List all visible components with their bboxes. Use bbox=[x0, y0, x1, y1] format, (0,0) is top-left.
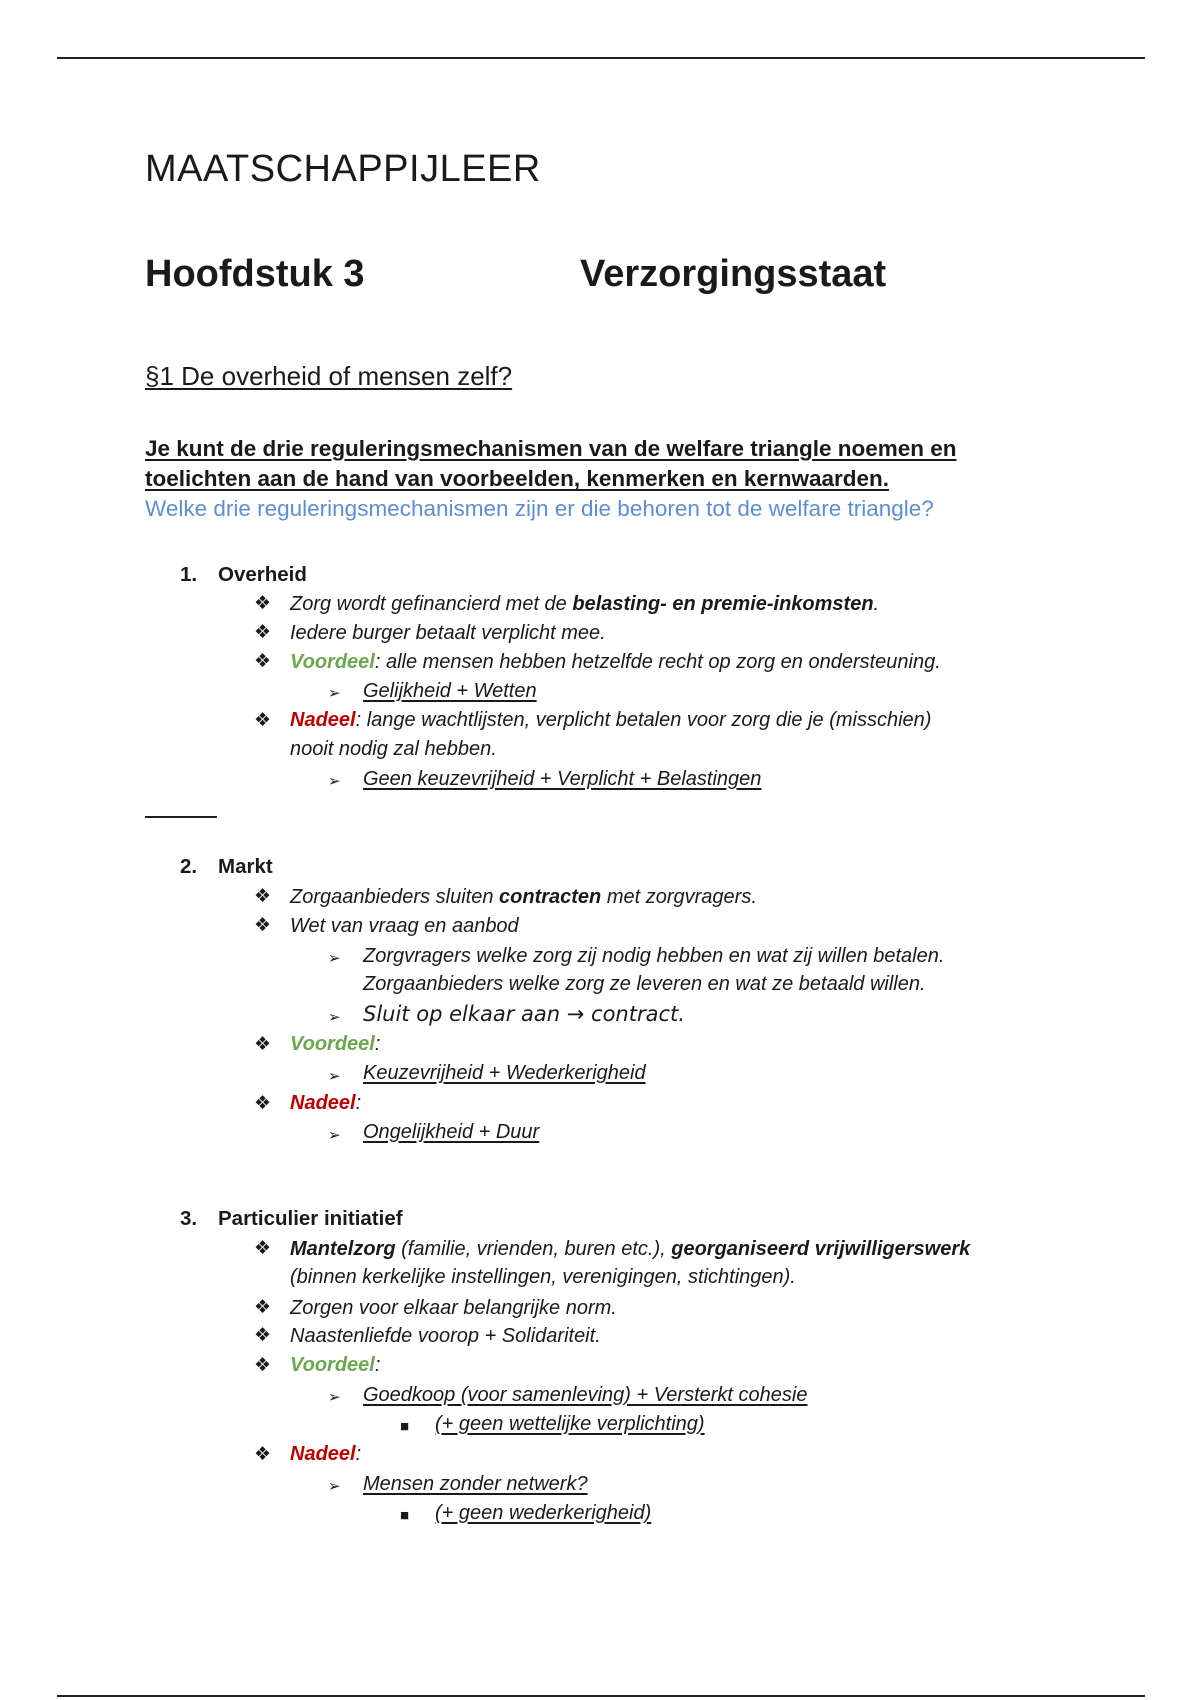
diamond-bullet-icon: ❖ bbox=[254, 1355, 272, 1376]
section-overheid-title: Overheid bbox=[218, 563, 307, 586]
learning-goal-line-2: toelichten aan de hand van voorbeelden, kenmerken en kernwaarden. bbox=[145, 466, 889, 491]
question: Welke drie reguleringsmechanismen zijn er die behoren tot de welfare triangle? bbox=[145, 496, 934, 521]
nadeel-label: Nadeel bbox=[290, 1443, 356, 1465]
list-item: Ongelijkheid + Duur bbox=[363, 1121, 540, 1143]
section-title: §1 De overheid of mensen zelf? bbox=[145, 361, 513, 391]
list-item: nooit nodig zal hebben. bbox=[290, 738, 497, 760]
list-item: (+ geen wederkerigheid) bbox=[435, 1502, 652, 1524]
voordeel-item: Voordeel: bbox=[290, 1354, 381, 1376]
list-number: 3. bbox=[180, 1207, 198, 1230]
diamond-bullet-icon: ❖ bbox=[254, 622, 272, 643]
list-item: Iedere burger betaalt verplicht mee. bbox=[290, 622, 606, 644]
section-particulier-title: Particulier initiatief bbox=[218, 1207, 403, 1230]
section-markt-heading bbox=[180, 855, 273, 879]
voordeel-item: Voordeel: alle mensen hebben hetzelfde recht op zorg en ondersteuning. bbox=[290, 651, 941, 673]
voordeel-label: Voordeel bbox=[290, 1354, 375, 1376]
list-item: Zorgaanbieders sluiten contracten met zorgvragers. bbox=[290, 886, 757, 908]
diamond-bullet-icon: ❖ bbox=[254, 651, 272, 672]
arrow-bullet-icon: ➢ bbox=[328, 1389, 341, 1406]
chapter-number: Hoofdstuk 3 bbox=[145, 253, 365, 295]
diamond-bullet-icon: ❖ bbox=[254, 1034, 272, 1055]
diamond-bullet-icon: ❖ bbox=[254, 1297, 272, 1318]
diamond-bullet-icon: ❖ bbox=[254, 1093, 272, 1114]
list-item: Zorgen voor elkaar belangrijke norm. bbox=[290, 1297, 617, 1319]
section-particulier-heading bbox=[180, 1207, 403, 1231]
list-item: Keuzevrijheid + Wederkerigheid bbox=[363, 1062, 646, 1084]
list-number: 2. bbox=[180, 855, 198, 878]
list-item: Sluit op elkaar aan → contract. bbox=[363, 1002, 685, 1026]
arrow-bullet-icon: ➢ bbox=[328, 1068, 341, 1085]
bottom-rule bbox=[57, 1695, 1145, 1697]
list-item: (binnen kerkelijke instellingen, verenigingen, stichtingen). bbox=[290, 1266, 796, 1288]
separator-rule bbox=[145, 816, 217, 818]
square-bullet-icon: ■ bbox=[400, 1418, 410, 1435]
subject-title: MAATSCHAPPIJLEER bbox=[145, 148, 541, 190]
list-item: Mantelzorg (familie, vrienden, buren etc.), georganiseerd vrijwilligerswerk bbox=[290, 1238, 971, 1260]
arrow-bullet-icon: ➢ bbox=[328, 950, 341, 967]
section-overheid-heading bbox=[180, 563, 307, 587]
nadeel-item: Nadeel: bbox=[290, 1443, 362, 1465]
list-number: 1. bbox=[180, 563, 198, 586]
top-rule bbox=[57, 57, 1145, 59]
arrow-bullet-icon: ➢ bbox=[328, 1009, 341, 1026]
section-markt-title: Markt bbox=[218, 855, 273, 878]
list-item: (+ geen wettelijke verplichting) bbox=[435, 1413, 705, 1435]
nadeel-item: Nadeel: bbox=[290, 1092, 362, 1114]
list-item: Zorg wordt gefinancierd met de belasting- en premie-inkomsten. bbox=[290, 593, 880, 615]
diamond-bullet-icon: ❖ bbox=[254, 886, 272, 907]
diamond-bullet-icon: ❖ bbox=[254, 1444, 272, 1465]
list-item: Mensen zonder netwerk? bbox=[363, 1473, 588, 1495]
arrow-bullet-icon: ➢ bbox=[328, 1478, 341, 1495]
arrow-bullet-icon: ➢ bbox=[328, 685, 341, 702]
list-item: Goedkoop (voor samenleving) + Versterkt cohesie bbox=[363, 1384, 808, 1406]
list-item: Wet van vraag en aanbod bbox=[290, 915, 519, 937]
diamond-bullet-icon: ❖ bbox=[254, 710, 272, 731]
chapter-title: Verzorgingsstaat bbox=[580, 253, 887, 295]
list-item: Naastenliefde voorop + Solidariteit. bbox=[290, 1325, 601, 1347]
voordeel-item: Voordeel: bbox=[290, 1033, 381, 1055]
list-item: Geen keuzevrijheid + Verplicht + Belastingen bbox=[363, 768, 762, 790]
voordeel-label: Voordeel bbox=[290, 1033, 375, 1055]
nadeel-item: Nadeel: lange wachtlijsten, verplicht betalen voor zorg die je (misschien) bbox=[290, 709, 932, 731]
voordeel-label: Voordeel bbox=[290, 651, 375, 673]
arrow-bullet-icon: ➢ bbox=[328, 1127, 341, 1144]
learning-goal-line-1: Je kunt de drie reguleringsmechanismen van de welfare triangle noemen en bbox=[145, 436, 957, 461]
diamond-bullet-icon: ❖ bbox=[254, 1238, 272, 1259]
list-item: Zorgaanbieders welke zorg ze leveren en wat ze betaald willen. bbox=[363, 973, 926, 995]
diamond-bullet-icon: ❖ bbox=[254, 593, 272, 614]
list-item: Gelijkheid + Wetten bbox=[363, 680, 537, 702]
square-bullet-icon: ■ bbox=[400, 1507, 410, 1524]
nadeel-label: Nadeel bbox=[290, 709, 356, 731]
diamond-bullet-icon: ❖ bbox=[254, 915, 272, 936]
diamond-bullet-icon: ❖ bbox=[254, 1325, 272, 1346]
nadeel-label: Nadeel bbox=[290, 1092, 356, 1114]
arrow-bullet-icon: ➢ bbox=[328, 773, 341, 790]
list-item: Zorgvragers welke zorg zij nodig hebben en wat zij willen betalen. bbox=[363, 945, 945, 967]
